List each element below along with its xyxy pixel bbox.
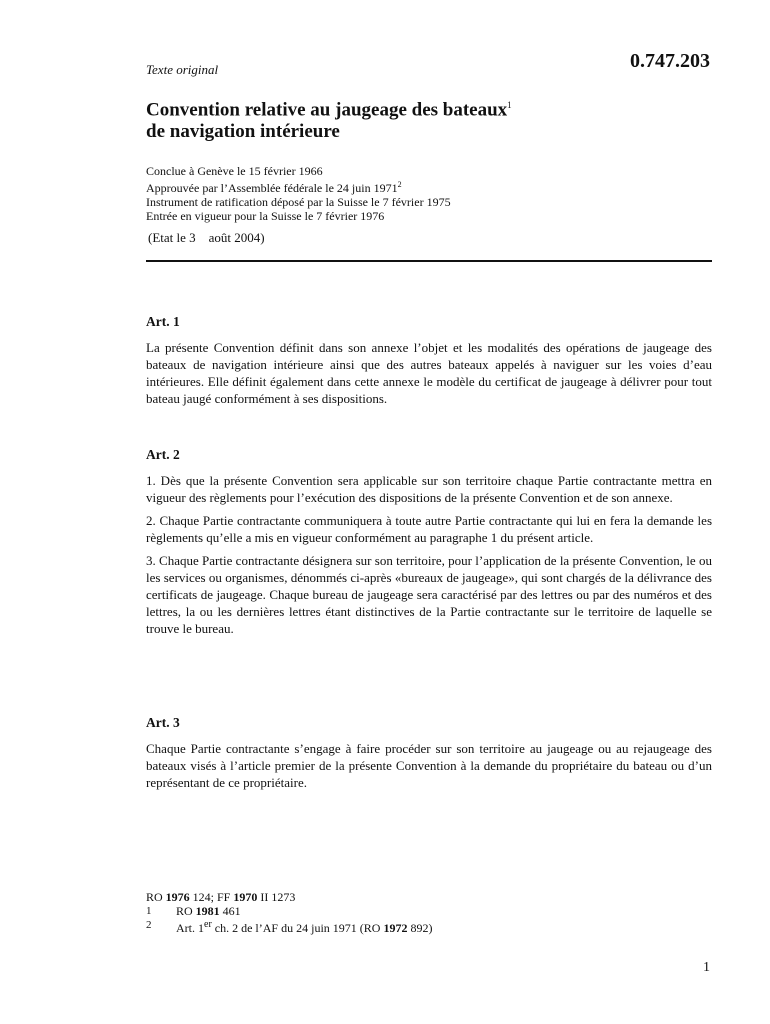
footnote-1 xyxy=(146,904,546,918)
fn2-b: ch. 2 de l’AF du 24 juin 1971 (RO xyxy=(214,921,381,935)
page-number: 1 xyxy=(703,960,710,975)
meta-approved-text: Approuvée par l’Assemblée fédérale le 24 juin 1971 xyxy=(146,181,398,195)
ff-rest: II 1273 xyxy=(260,890,296,904)
fn1-prefix: RO xyxy=(176,904,193,918)
fn1-year: 1981 xyxy=(195,904,220,918)
article-paragraph: La présente Convention définit dans son annexe l’objet et les modalités des opérations de jaugeage des bateaux de navigation intérieure ainsi que des autres bateaux appelés à naviguer sur les voies d’eau intérieures. Elle définit également dans cette annexe le modèle du certificat de jaugeage à délivrer pour tout bateau jaugé conformément à ses dispositions. xyxy=(146,340,712,406)
document-title xyxy=(146,94,616,143)
article-1 xyxy=(146,313,712,413)
ro-prefix: RO xyxy=(146,890,163,904)
meta-approved-footnote: 2 xyxy=(397,180,402,189)
article-paragraph: 2. Chaque Partie contractante communiquera à toute autre Partie contractante qui lui en fera la demande les règlements qu’elle a mis en vigueur conformément au paragraphe 1 du présent article. xyxy=(146,513,712,545)
document-number: 0.747.203 xyxy=(630,50,710,72)
article-paragraph: 1. Dès que la présente Convention sera applicable sur son territoire chaque Partie contractante mettra en vigueur des règlements pour l’exécution des dispositions de la présente Convention et de son annexe. xyxy=(146,473,712,505)
title-line-2: de navigation intérieure xyxy=(146,121,340,143)
ff-year: 1970 xyxy=(233,890,258,904)
article-paragraph: Chaque Partie contractante s’engage à faire procéder sur son territoire au jaugeage ou au rejaugeage des bateaux visés à l’article premier de la présente Convention à la demande du propriétaire du bateau ou d’un représentant de ce propriétaire. xyxy=(146,741,712,790)
footnote-1-text xyxy=(176,904,241,918)
footnote-2 xyxy=(146,918,546,935)
title-line-1: Convention relative au jaugeage des bateaux xyxy=(146,99,508,121)
fn2-a: Art. 1 xyxy=(176,921,204,935)
footnote-ro xyxy=(146,890,546,904)
footnote-2-text xyxy=(176,918,432,935)
metadata-block xyxy=(146,164,451,223)
meta-entry: Entrée en vigueur pour la Suisse le 7 février 1976 xyxy=(146,209,385,223)
article-3 xyxy=(146,714,712,797)
title-footnote-marker: 1 xyxy=(507,100,512,110)
footnote-2-number: 2 xyxy=(146,919,152,931)
footnote-1-number: 1 xyxy=(146,905,152,917)
article-heading: Art. 3 xyxy=(146,715,180,730)
meta-concluded: Conclue à Genève le 15 février 1966 xyxy=(146,164,323,178)
article-paragraph: 3. Chaque Partie contractante désignera sur son territoire, pour l’application de la présente Convention, le ou les services ou organismes, dénommés ci-après «bureaux de jaugeage», qui sont chargés de la délivrance des certificats de jaugeage. Chaque bureau de jaugeage sera caractérisé par des lettres ou par des numéros et des lettres, la ou les dernières lettres étant distinctives de la Partie contractante sur le territoire de laquelle se trouve le bureau. xyxy=(146,553,712,636)
article-heading: Art. 1 xyxy=(146,314,180,329)
fn1-rest: 461 xyxy=(222,904,241,918)
meta-ratification: Instrument de ratification déposé par la Suisse le 7 février 1975 xyxy=(146,195,451,209)
status-date: (Etat le 3 août 2004) xyxy=(148,230,265,245)
fn2-year: 1972 xyxy=(383,921,408,935)
ro-year: 1976 xyxy=(165,890,190,904)
ro-rest: 124; FF xyxy=(192,890,231,904)
fn2-rest: 892) xyxy=(410,921,433,935)
meta-approved xyxy=(146,178,451,195)
article-heading: Art. 2 xyxy=(146,447,180,462)
article-2 xyxy=(146,446,712,643)
original-text-label: Texte original xyxy=(146,62,219,77)
fn2-sup: er xyxy=(204,919,212,930)
header-divider xyxy=(146,260,712,262)
footnotes xyxy=(146,890,546,935)
